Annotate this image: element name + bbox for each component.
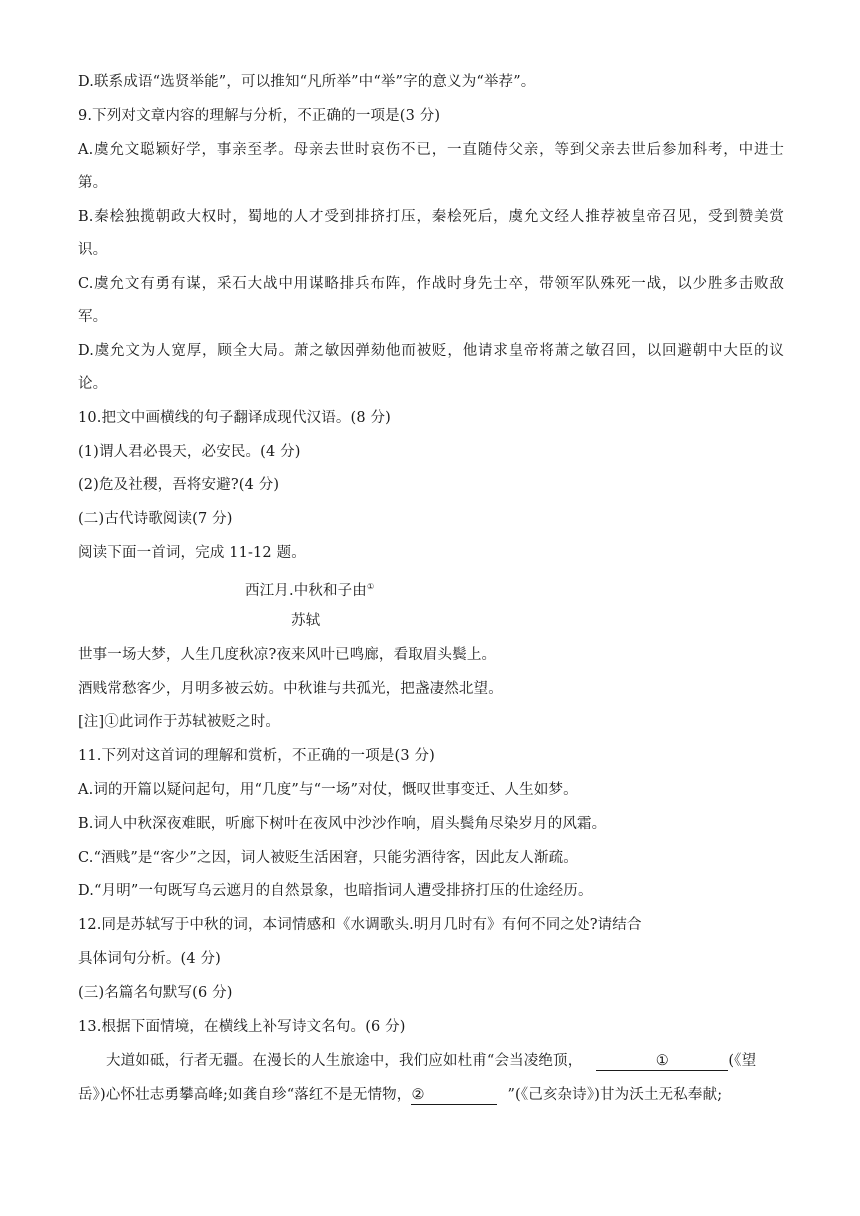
poem-line-1: 世事一场大梦，人生几度秋凉?夜来风叶已鸣廊，看取眉头鬓上。 <box>78 647 497 663</box>
poem-author: 苏轼 <box>291 613 321 629</box>
fill-blank-2[interactable]: ② <box>411 1086 497 1105</box>
q13-passage-line1 <box>106 1051 784 1071</box>
poem-footnote: [注]①此词作于苏轼被贬之时。 <box>78 714 281 730</box>
question-12-line1: 12.同是苏轼写于中秋的词，本词情感和《水调歌头.明月几时有》有何不同之处?请结合 <box>78 917 642 933</box>
q13-passage-text-2b: ”(《己亥杂诗》)甘为沃土无私奉献; <box>507 1087 723 1103</box>
q11-option-c: C.“酒贱”是“客少”之因，词人被贬生活困窘，只能劣酒待客，因此友人渐疏。 <box>78 850 578 866</box>
q11-option-b: B.词人中秋深夜难眠，听廊下树叶在夜风中沙沙作响，眉头鬓角尽染岁月的风霜。 <box>78 816 607 832</box>
question-11-stem: 11.下列对这首词的理解和赏析，不正确的一项是(3 分) <box>78 748 435 764</box>
q9-option-c-line2: 军。 <box>78 309 108 325</box>
q9-option-b-line2: 识。 <box>78 242 108 258</box>
poem-title <box>245 577 545 601</box>
section-2-heading: (二)古代诗歌阅读(7 分) <box>78 511 233 527</box>
q9-option-c-line1: C.虞允文有勇有谋，采石大战中用谋略排兵布阵，作战时身先士卒，带领军队殊死一战，以少胜多击败敌 <box>78 276 784 292</box>
question-9-stem: 9.下列对文章内容的理解与分析，不正确的一项是(3 分) <box>78 108 441 124</box>
q9-option-d-line1: D.虞允文为人宽厚，顾全大局。萧之敏因弹劾他而被贬，他请求皇帝将萧之敏召回，以回避朝中大臣的议 <box>78 343 784 359</box>
q10-item-1: (1)谓人君必畏天，必安民。(4 分) <box>78 444 301 460</box>
q10-item-2: (2)危及社稷，吾将安避?(4 分) <box>78 477 280 493</box>
question-10-stem: 10.把文中画横线的句子翻译成现代汉语。(8 分) <box>78 410 391 426</box>
poem-title-text: 西江月.中秋和子由 <box>245 582 367 599</box>
q13-passage-text-2: 岳》)心怀壮志勇攀高峰;如龚自珍“落红不是无情物， <box>78 1087 412 1103</box>
section-3-heading: (三)名篇名句默写(6 分) <box>78 985 233 1001</box>
poem-note-marker: ① <box>366 582 375 591</box>
q13-passage-line2 <box>78 1085 784 1105</box>
question-12-line2: 具体词句分析。(4 分) <box>78 951 221 967</box>
q9-option-d-line2: 论。 <box>78 376 108 392</box>
option-d-q8: D.联系成语“选贤举能”，可以推知“凡所举”中“举”字的意义为“举荐”。 <box>78 74 536 90</box>
section-2-intro: 阅读下面一首词，完成 11-12 题。 <box>78 545 306 561</box>
q9-option-b-line1: B.秦桧独揽朝政大权时，蜀地的人才受到排挤打压，秦桧死后，虞允文经人推荐被皇帝召见，受到赞美赏 <box>78 209 784 225</box>
q13-passage-text-1b: (《望 <box>728 1053 757 1069</box>
q9-option-a-line2: 第。 <box>78 175 108 191</box>
q13-passage-text-1: 大道如砥，行者无疆。在漫长的人生旅途中，我们应如杜甫“会当凌绝顶， <box>106 1053 583 1069</box>
q11-option-a: A.词的开篇以疑问起句，用“几度”与“一场”对仗，慨叹世事变迁、人生如梦。 <box>78 782 578 798</box>
question-13-stem: 13.根据下面情境，在横线上补写诗文名句。(6 分) <box>78 1019 406 1035</box>
q9-option-a-line1: A.虞允文聪颖好学，事亲至孝。母亲去世时哀伤不已，一直随侍父亲，等到父亲去世后参加科考，中进士 <box>78 142 784 158</box>
fill-blank-1[interactable]: ① <box>596 1052 728 1071</box>
poem-line-2: 酒贱常愁客少，月明多被云妨。中秋谁与共孤光，把盏凄然北望。 <box>78 681 503 697</box>
q11-option-d: D.“月明”一句既写乌云遮月的自然景象，也暗指词人遭受排挤打压的仕途经历。 <box>78 883 593 899</box>
